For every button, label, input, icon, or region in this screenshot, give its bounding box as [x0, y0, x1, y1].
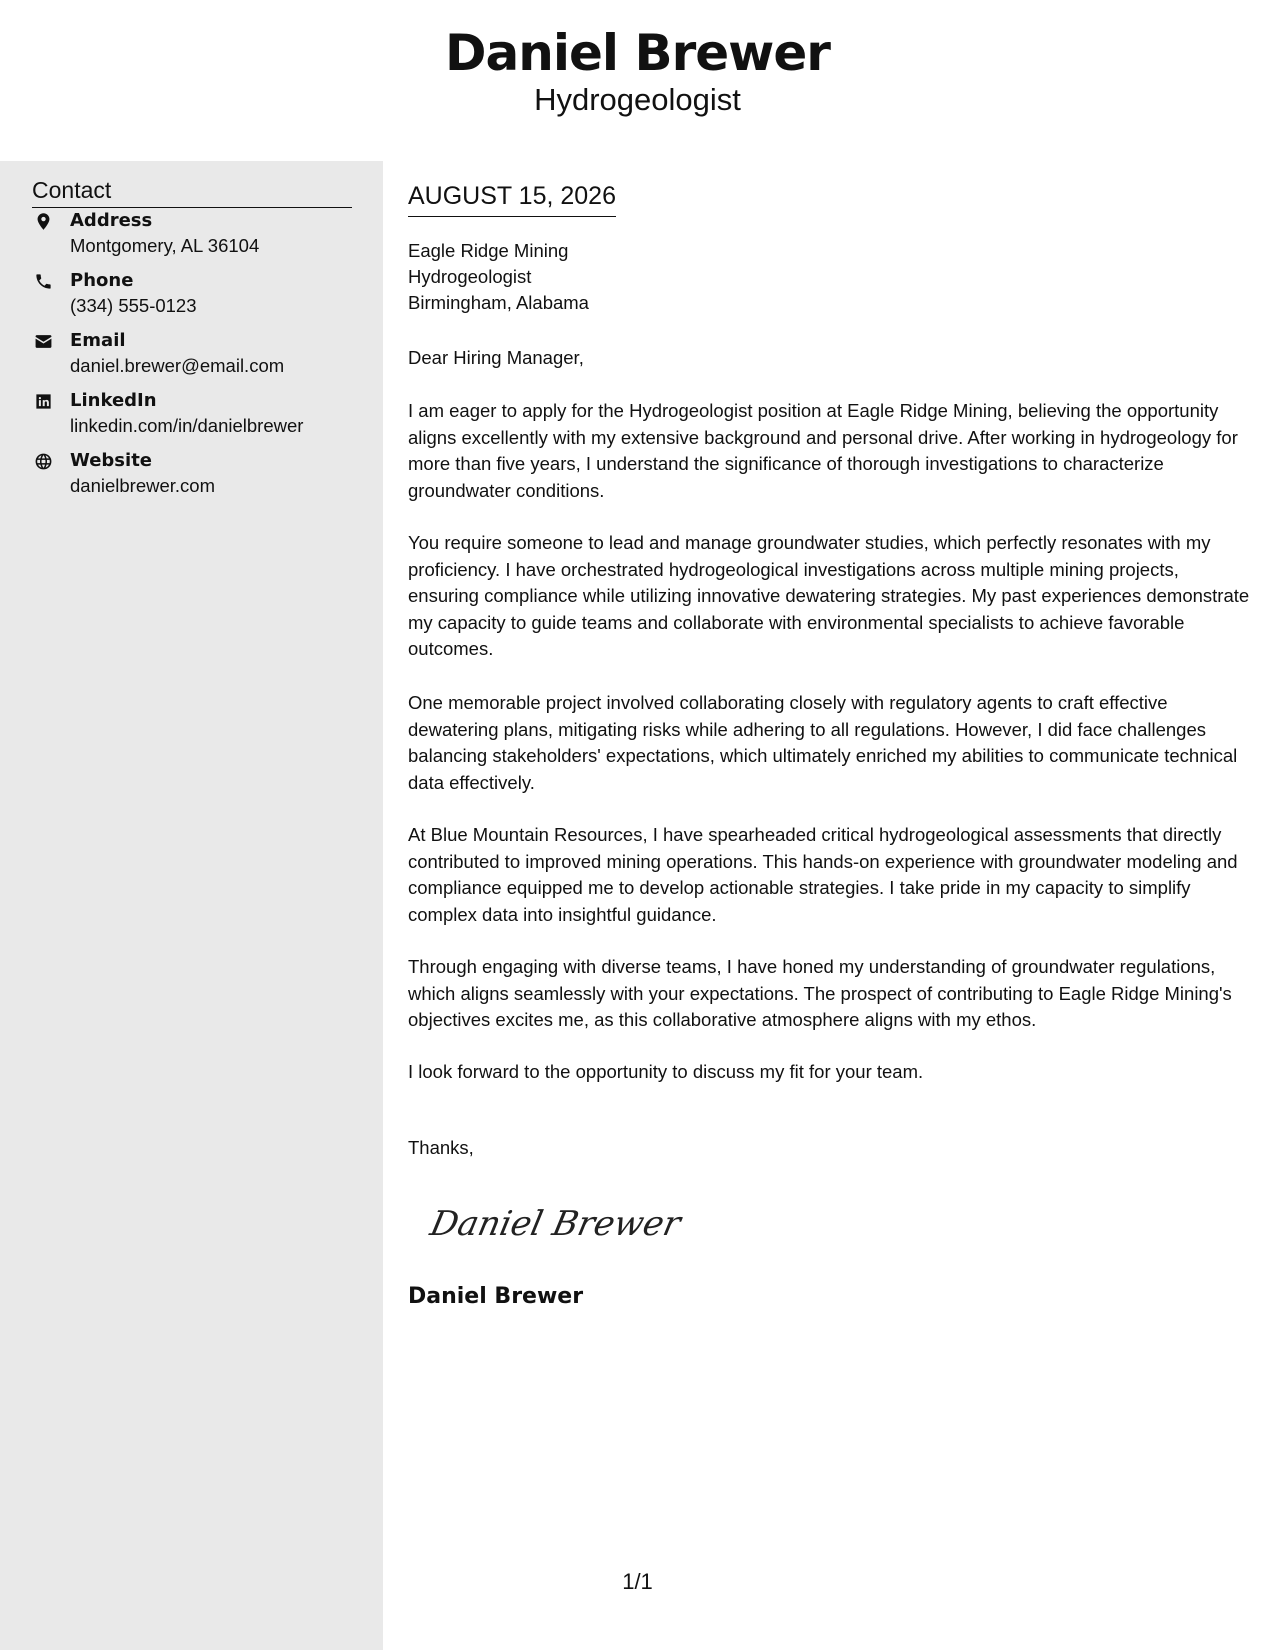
greeting: Dear Hiring Manager,	[408, 347, 584, 368]
contact-item-website	[32, 449, 362, 505]
recipient-block	[408, 238, 589, 316]
closing: Thanks,	[408, 1137, 474, 1158]
signature	[426, 1191, 685, 1251]
contact-heading: Contact	[32, 175, 352, 208]
paragraph: One memorable project involved collaborating closely with regulatory agents to craft effective dewatering plans, mitigating risks while adhering to all regulations. However, I did face challenges balancing stakeholders' expectations, which ultimately enriched my abilities to communicate technical data effectively.	[408, 692, 1238, 793]
signed-name: Daniel Brewer	[408, 1284, 584, 1309]
recipient-position: Hydrogeologist	[408, 266, 532, 287]
contact-value: (334) 555-0123	[70, 295, 197, 316]
contact-value: Montgomery, AL 36104	[70, 235, 260, 256]
map-pin-icon	[32, 210, 54, 232]
contact-item-email	[32, 329, 362, 385]
contact-label: Website	[70, 450, 153, 471]
recipient-location: Birmingham, Alabama	[408, 292, 589, 313]
envelope-icon	[32, 330, 54, 352]
signature-text: Daniel Brewer	[426, 1204, 685, 1244]
letter-header	[0, 0, 1275, 161]
contact-sidebar	[0, 161, 383, 1650]
contact-label: Address	[70, 210, 153, 231]
contact-label: LinkedIn	[70, 390, 157, 411]
paragraph: I am eager to apply for the Hydrogeologist position at Eagle Ridge Mining, believing the opportunity aligns excellently with my extensive background and personal drive. After working in hydrogeology for more than five years, I understand the significance of thorough investigations to characterize groundwater conditions.	[408, 400, 1238, 501]
contact-item-phone	[32, 269, 362, 325]
contact-value: linkedin.com/in/danielbrewer	[70, 415, 304, 436]
recipient-company: Eagle Ridge Mining	[408, 240, 569, 261]
linkedin-icon	[32, 390, 54, 412]
paragraph: Through engaging with diverse teams, I have honed my understanding of groundwater regulations, which aligns seamlessly with your expectations. The prospect of contributing to Eagle Ridge Mining's objectives excites me, as this collaborative atmosphere aligns with my ethos.	[408, 956, 1232, 1030]
page-number: 1/1	[622, 1569, 653, 1594]
applicant-name: Daniel Brewer	[445, 24, 830, 82]
globe-icon	[32, 450, 54, 472]
contact-label: Phone	[70, 270, 134, 291]
letter-date: AUGUST 15, 2026	[408, 180, 616, 217]
applicant-title: Hydrogeologist	[534, 82, 741, 117]
contact-value: daniel.brewer@email.com	[70, 355, 285, 376]
paragraph: At Blue Mountain Resources, I have spearheaded critical hydrogeological assessments that directly contributed to improved mining operations. This hands-on experience with groundwater modeling and compliance equipped me to develop actionable strategies. I take pride in my capacity to simplify complex data into insightful guidance.	[408, 824, 1238, 925]
contact-value: danielbrewer.com	[70, 475, 215, 496]
phone-icon	[32, 270, 54, 292]
contact-label: Email	[70, 330, 126, 351]
contact-item-linkedin	[32, 389, 362, 445]
paragraph: You require someone to lead and manage groundwater studies, which perfectly resonates with my proficiency. I have orchestrated hydrogeological investigations across multiple mining projects, ensuring compliance while utilizing innovative dewatering strategies. My past experiences demonstrate my capacity to guide teams and collaborate with environmental specialists to achieve favorable outcomes.	[408, 532, 1250, 659]
contact-item-address	[32, 209, 362, 265]
paragraph: I look forward to the opportunity to discuss my fit for your team.	[408, 1061, 924, 1082]
